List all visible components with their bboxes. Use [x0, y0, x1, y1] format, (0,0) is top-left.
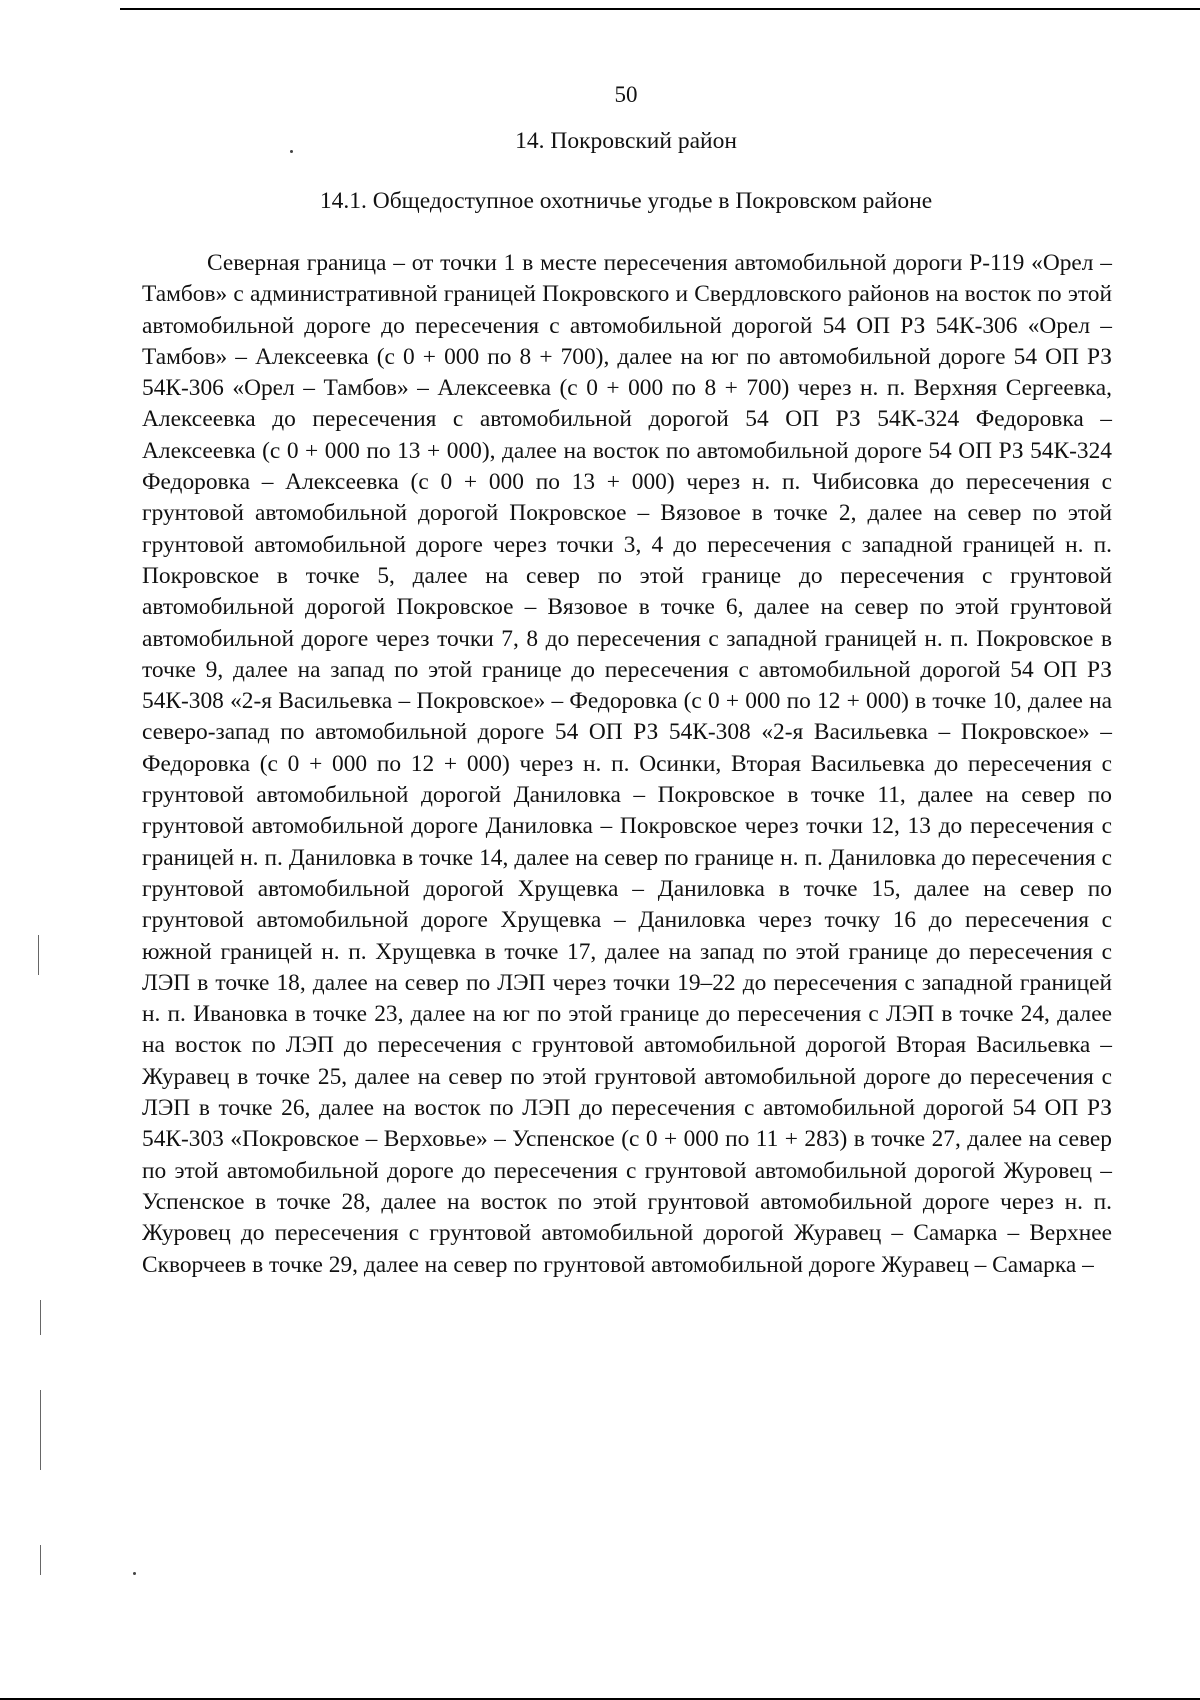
page-number: 50: [614, 82, 638, 107]
scan-margin-mark: [38, 935, 39, 975]
scan-margin-mark: [40, 1390, 41, 1470]
body-paragraph: Северная граница – от точки 1 в месте пересечения автомобильной дороги Р-119 «Орел – Тамбов» с административной границей Покровского и Свердловского районов на восток по этой автомобильной дороге до пересечения с автомобильной дорогой 54 ОП РЗ 54К-306 «Орел – Тамбов» – Алексеевка (с 0 + 000 по 8 + 700), далее на юг по автомобильной дороге 54 ОП РЗ 54К-306 «Орел – Тамбов» – Алексеевка (с 0 + 000 по 8 + 700) через н. п. Верхняя Сергеевка, Алексеевка до пересечения с автомобильной дорогой 54 ОП РЗ 54К-324 Федоровка – Алексеевка (с 0 + 000 по 13 + 000), далее на восток по автомобильной дороге 54 ОП РЗ 54К-324 Федоровка – Алексеевка (с 0 + 000 по 13 + 000) через н. п. Чибисовка до пересечения с грунтовой автомобильной дорогой Покровское – Вязовое в точке 2, далее на север по этой грунтовой автомобильной дороге через точки 3, 4 до пересечения с западной границей н. п. Покровское в точке 5, далее на север по этой границе до пересечения с грунтовой автомобильной дорогой Покровское – Вязовое в точке 6, далее на север по этой грунтовой автомобильной дороге через точки 7, 8 до пересечения с западной границей н. п. Покровское в точке 9, далее на запад по этой границе до пересечения с автомобильной дорогой 54 ОП РЗ 54К-308 «2-я Васильевка – Покровское» – Федоровка (с 0 + 000 по 12 + 000) в точке 10, далее на северо-запад по автомобильной дороге 54 ОП РЗ 54К-308 «2-я Васильевка – Покровское» – Федоровка (с 0 + 000 по 12 + 000) через н. п. Осинки, Вторая Васильевка до пересечения с грунтовой автомобильной дорогой Даниловка – Покровское в точке 11, далее на север по грунтовой автомобильной дороге Даниловка – Покровское через точки 12, 13 до пересечения с границей н. п. Даниловка в точке 14, далее на север по границе н. п. Даниловка до пересечения с грунтовой автомобильной дорогой Хрущевка – Даниловка в точке 15, далее на север по грунтовой автомобильной дороге Хрущевка – Даниловка через точку 16 до пересечения с южной границей н. п. Хрущевка в точке 17, далее на запад по этой границе до пересечения с ЛЭП в точке 18, далее на север по ЛЭП через точки 19–22 до пересечения с западной границей н. п. Ивановка в точке 23, далее на юг по этой границе до пересечения с ЛЭП в точке 24, далее на восток по ЛЭП до пересечения с грунтовой автомобильной дорогой Вторая Васильевка – Журавец в точке 25, далее на север по этой грунтовой автомобильной дороге до пересечения с ЛЭП в точке 26, далее на восток по ЛЭП до пересечения с автомобильной дорогой 54 ОП РЗ 54К-303 «Покровское – Верховье» – Успенское (с 0 + 000 по 11 + 283) в точке 27, далее на север по этой автомобильной дороге до пересечения с грунтовой автомобильной дорогой Журовец – Успенское в точке 28, далее на восток по этой грунтовой автомобильной дороге через н. п. Журовец до пересечения с грунтовой автомобильной дорогой Журавец – Самарка – Верхнее Скворчеев в точке 29, далее на север по грунтовой автомобильной дороге Журавец – Самарка –: [142, 250, 1112, 1278]
top-border-line: [120, 8, 1200, 10]
scan-margin-mark: [40, 1545, 41, 1575]
scan-speck: [133, 1572, 136, 1575]
scan-margin-mark: [40, 1300, 41, 1335]
section-heading: 14.1. Общедоступное охотничье угодье в Покровском районе: [319, 188, 933, 214]
scan-speck: [290, 150, 293, 153]
district-heading: 14. Покровский район: [515, 128, 737, 154]
